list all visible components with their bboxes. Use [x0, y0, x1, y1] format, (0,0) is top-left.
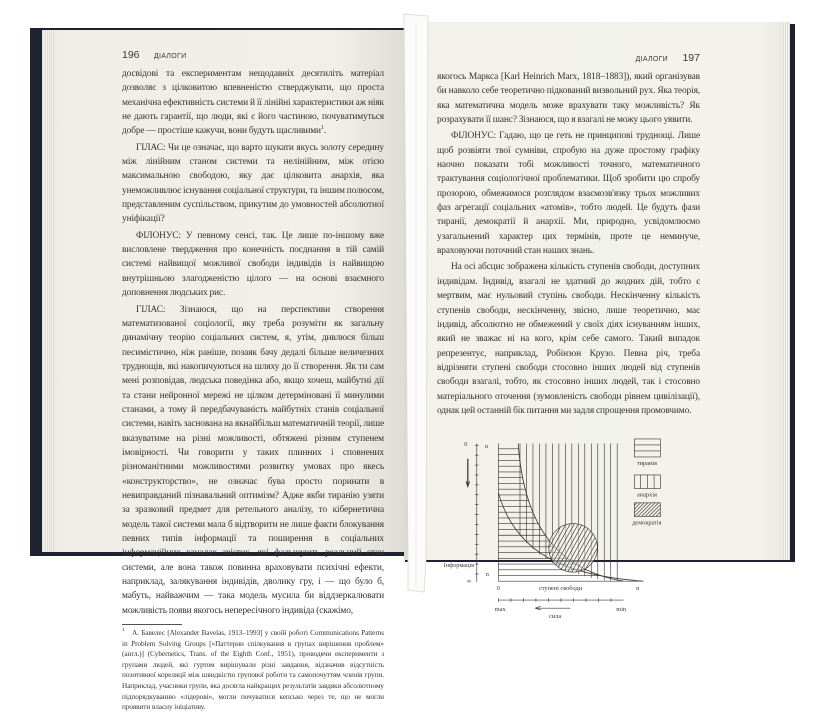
paragraph: ФІЛОНУС: Гадаю, що це геть не принципові труднощі. Лише щоб розвіяти твої сумніви, спробую на дуже простому графіку наочно показати тобі можливості точного, математичного трактування соціологічної проблематики. Щоб зробити цю спробу прозорою, обмежимося розглядом взаємозв'язку трьох можливих фаз агрегації соціальних «атомів», тобто людей. Це будуть фази тиранії, демократії й анархії. Ми, природно, усвідомлюємо узагальнений характер цих термінів, проте це неминуче, враховуючи поточний стан наших знань. [437, 131, 700, 257]
legend-hatch-line [642, 503, 656, 516]
footnote-ref: 1 [320, 125, 324, 132]
paragraph: ГІЛАС: Зізнаюся, що на перспективи створення математизованої соціології, яку треба розуміти як загальну динамічну теорію соціальних систем, я, утім, дивлюся більш песимістично, ніж раніше, позаяк бачу дедалі більше величезних труднощів, які накопичуються на шляху до її створення. Як ти сам мені розповідав, людська поведінка або, якщо хочеш, майбутні дії та стани нейронної мережі не цілком детерміновані її минулими станами, а тому й передбачуваність майбутніх станів соціальної системи, навіть заснована на якнайбільш математичній теорії, лише вказуватиме на різні можливості, обтяжені різним ступенем імовірності. Чи говорити у таких плинних і сповнених різноманітними можливостями розвитку умовах про якесь «конструкторство», не означає бува просто поринати в невиправданий пізнавальний оптимізм? Адже якби тиранію узяти за зразковий предмет для ретельного аналізу, то кібернетична модель такої системи мала б відтворити не лише факти блокування певних типів інформації та поширення в соціальних інформаційних каналах звісток, які фальшують реальний стан системи, але вона також повинна враховувати психічні ефекти, наприклад, залякування індивідів, дволику гру, і — що було б, мабуть, найважчим — така модель мусила би віддзеркалювати можливість появи якогось непересічного індивіда (скажімо, [122, 304, 384, 616]
democracy-hatch-line [608, 524, 635, 573]
freedom-information-diagram [430, 426, 700, 631]
paragraph: досвідові та експериментам нещодавніх десятиліть матеріал дозволяє з цілковитою впевненістю стверджувати, що проста механічна ефективність системи й її лінійні характеристики аж ніяк не дають гарантії, що люди, які є його частиною, почуватимуться добре — простіше кажучи, вони будуть щасливими$^1$. [122, 69, 384, 137]
left-page-body [122, 67, 384, 618]
left-page-header [122, 47, 384, 61]
paragraph: На осі абсцис зображена кількість ступенів свободи, доступних індивідам. Індивід, взагалі не здатний до жодних дій, тобто є мертвим, має нульовий ступінь свободи. Нескінченну кількість ступенів свободи, нескінченну, звісно, лише теоретично, має індивід, абсолютно не обмежений у своїх діях існуванням інших, який не зважає ні на кого, крім себе самого. Такий випадок репрезентує, наприклад, Робінзон Крузо. Певна річ, треба відрізняти ступені свободи стосовно інших людей від ступенів свободи взагалі, тобто, як стосовно інших людей, так і стосовно матеріального оточення (зумовленість свободи рівнем цивілізації), однак цей останній бік питання ми задля спрощення промовчимо. [437, 262, 700, 416]
legend-tyranny-swatch [634, 439, 660, 457]
democracy-hatch-line [515, 524, 542, 573]
y-axis-top-label: 0 [464, 441, 468, 449]
y-axis-label: Інформація [443, 562, 475, 569]
paragraph: ГІЛАС: Чи це означає, що варто шукати якусь золоту середину між лінійним станом системи та нелінійним, між отією максимальною свободою, яку дає цілковита анархія, яка унеможливлює існування соціальної структури, та іншим полюсом, представленим суспільством, прикутим до умовностей абсолютної уніфікації? [122, 142, 384, 225]
page-number: 197 [682, 52, 700, 64]
legend-hatch-line [656, 512, 661, 517]
x-end-label: n [636, 585, 640, 593]
legend-democracy-label: демократія [632, 519, 662, 527]
democracy-hatch-line [507, 524, 534, 573]
democracy-hatch-line [604, 524, 631, 573]
democracy-hatch-line [503, 524, 530, 573]
democracy-hatch-line [616, 524, 643, 573]
legend-hatch-line [649, 505, 661, 517]
democracy-hatch-line [495, 524, 522, 573]
running-head: ДІАЛОГИ [153, 53, 187, 60]
footnote-text: А. Бавелес [Alexander Bavelas, 1913–1993] у своїй роботі Communications Patterns in Problem Solving Groups [«Паттерни спілкування в групах вирішення проблем» (англ.)] (Cybernetics, Trans. of the Eighth Conf., 1951), проводячи експерименти з групами людей, які гуртом вирішували різні завдання, відзначив відсутність позитивної кореляції між швидкістю групової роботи та самопочуттям членів групи. Наприклад, учасники групи, яка досягла найкращих результатів завдяки абсолютному підпорядкуванню «лідерові», могли почуватися кепсько через те, що не могли проявити власну ініціативу. [122, 628, 384, 712]
footnote [122, 628, 384, 713]
democracy-hatch-line [499, 524, 526, 573]
footnote-divider [122, 624, 182, 625]
democracy-hatch-line [620, 524, 647, 573]
scale-max-label: max [494, 606, 506, 614]
right-page-body [437, 70, 700, 418]
x-axis-label: ступені свободи [538, 585, 583, 593]
left-page-content [122, 47, 384, 713]
footnote-mark: 1 [122, 628, 125, 634]
right-page-content [437, 50, 700, 631]
page-edges-right [782, 22, 790, 560]
y-axis-top-n: n [484, 443, 489, 451]
democracy-hatch-line [612, 524, 639, 573]
page-number: 196 [122, 49, 140, 61]
legend-hatch-line [638, 503, 652, 516]
running-head: ДІАЛОГИ [635, 56, 669, 63]
legend-tyranny-label: тиранія [636, 460, 657, 468]
page-edges-left [44, 30, 54, 552]
paragraph-text: досвідові та експериментам нещодавніх десятиліть матеріал дозволяє з цілковитою впевненістю стверджувати, що проста механічна ефективність системи й її лінійні характеристики аж ніяк не дають гарантії, що люди, які є його частиною, почуватимуться добре — простіше кажучи, вони будуть щасливими [122, 69, 384, 137]
legend-hatch-line [652, 509, 660, 517]
x-origin-label: 0 [496, 585, 500, 593]
legend-hatch-line [645, 503, 659, 516]
legend-hatch-line [634, 503, 640, 509]
scale-label: сила [549, 613, 562, 621]
y-axis-bottom-label: ∞ [466, 578, 472, 586]
democracy-hatch-line [596, 524, 623, 573]
legend-hatch-line [634, 503, 648, 516]
legend-hatch-line [634, 503, 637, 506]
y-axis-bottom-n: n [485, 571, 489, 578]
legend-anarchy-label: анархія [636, 491, 657, 499]
right-page-header [437, 50, 700, 64]
scale-min-label: min [616, 606, 627, 614]
paragraph: якогось Маркса [Karl Heinrich Marx, 1818–1883]), який організував би навколо себе теоретично підкований визвольний рух. Яка теорія, яка математична модель може врахувати таку можливість? Як розрахувати її шанс? Зізнаюся, що я взагалі не можу цього уявити. [437, 72, 700, 126]
paragraph: ФІЛОНУС: У певному сенсі, так. Це лише по-іншому вже висловлене твердження про конечність поєднання в тій самій системі найвищої можливої свободи індивідів із найвищою внутрішньою злагодженістю цілого — на основі взаємного доповнення людських рис. [122, 230, 384, 299]
